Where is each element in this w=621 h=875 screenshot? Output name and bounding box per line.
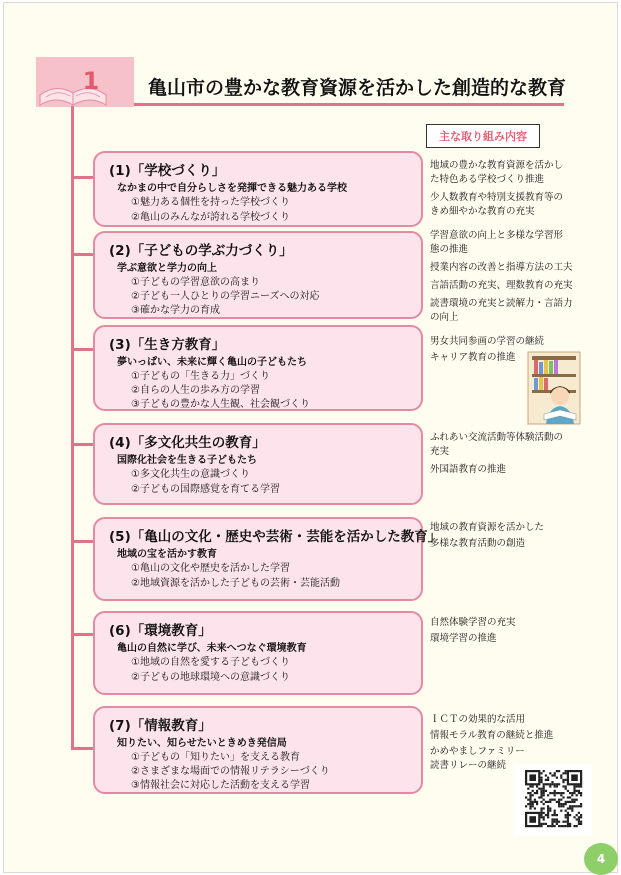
header-underline <box>134 103 564 106</box>
branch-line <box>71 540 93 543</box>
section-notes-2: 学習意欲の向上と多様な学習形 態の推進 授業内容の改善と指導方法の工夫 言語活動の充実、理数教育の充実 読書環境の充実と読解力・言語力 の向上 <box>430 230 573 323</box>
page-title: 亀山市の豊かな教育資源を活かした創造的な教育 <box>148 77 567 99</box>
section-item: ②子どもの国際感覚を育てる学習 <box>131 484 280 495</box>
branch-line <box>71 443 93 446</box>
section-notes-7: ＩＣＴの効果的な活用 情報モラル教育の継続と推進 かめやましファミリー 読書リレーの継続 <box>430 714 554 771</box>
section-title: (6)「環境教育」 <box>109 623 212 639</box>
section-item: ③情報社会に対応した活動を支える学習 <box>131 780 310 791</box>
section-subtitle: 夢いっぱい、未来に輝く亀山の子どもたち <box>117 357 307 368</box>
section-item: ①子どもの「知りたい」を支える教育 <box>131 752 300 763</box>
legend-main-initiatives: 主な取り組み内容 <box>426 124 540 148</box>
page <box>3 2 618 873</box>
section-item: ②地域資源を活かした子どもの芸術・芸能活動 <box>131 578 340 589</box>
section-item: ①多文化共生の意識づくり <box>131 469 250 480</box>
section-card-5 <box>93 517 442 601</box>
reading-student-illustration <box>526 350 582 426</box>
section-notes-1: 地域の豊かな教育資源を活かし た特色ある学校づくり推進 少人数教育や特別支援教育等の きめ細やかな教育の充実 <box>430 160 564 217</box>
section-card-7 <box>93 706 423 794</box>
section-item: ③子どもの豊かな人生観、社会観づくり <box>131 399 310 410</box>
section-item: ②子どもの地球環境への意識づくり <box>131 672 290 683</box>
section-subtitle: 国際化社会を生きる子どもたち <box>117 455 257 466</box>
section-card-1 <box>93 151 423 227</box>
page-number-badge: 4 <box>584 843 618 875</box>
section-notes-3: 男女共同参画の学習の継続 キャリア教育の推進 <box>430 336 545 363</box>
section-notes-6: 自然体験学習の充実 環境学習の推進 <box>430 617 516 644</box>
section-subtitle: 亀山の自然に学び、未来へつなぐ環境教育 <box>117 643 307 654</box>
section-subtitle: 地域の宝を活かす教育 <box>117 549 217 560</box>
branch-line <box>71 633 93 636</box>
section-item: ②さまざまな場面での情報リテラシーづくり <box>131 766 330 777</box>
section-title: (5)「亀山の文化・歴史や芸術・芸能を活かした教育」 <box>109 529 442 545</box>
section-subtitle: なかまの中で自分らしさを発揮できる魅力ある学校 <box>117 183 347 194</box>
branch-line <box>71 348 93 351</box>
section-title: (1)「学校づくり」 <box>109 163 226 179</box>
tree-spine <box>71 106 74 748</box>
section-item: ①亀山の文化や歴史を活かした学習 <box>131 563 290 574</box>
section-title: (3)「生き方教育」 <box>109 337 226 353</box>
section-item: ③確かな学力の育成 <box>131 305 220 316</box>
branch-line <box>71 176 93 179</box>
section-card-3 <box>93 325 423 411</box>
section-notes-5: 地域の教育資源を活かした 多様な教育活動の創造 <box>430 522 545 549</box>
section-subtitle: 学ぶ意欲と学力の向上 <box>117 263 217 274</box>
section-item: ①子どもの学習意欲の高まり <box>131 277 260 288</box>
branch-line <box>71 747 93 750</box>
qr-code-icon[interactable] <box>514 764 592 836</box>
section-item: ①地域の自然を愛する子どもづくり <box>131 657 290 668</box>
section-title: (4)「多文化共生の教育」 <box>109 435 266 451</box>
branch-line <box>71 253 93 256</box>
section-item: ②自らの人生の歩み方の学習 <box>131 385 260 396</box>
section-notes-4: ふれあい交流活動等体験活動の 充実 外国語教育の推進 <box>430 432 564 475</box>
section-item: ①魅力ある個性を持った学校づくり <box>131 197 290 208</box>
section-subtitle: 知りたい、知らせたいときめき発信局 <box>117 738 287 749</box>
section-item: ①子どもの「生きる力」づくり <box>131 371 270 382</box>
section-card-6 <box>93 611 423 695</box>
section-item: ②子ども一人ひとりの学習ニーズへの対応 <box>131 291 320 302</box>
section-card-2 <box>93 231 423 319</box>
section-item: ②亀山のみんなが誇れる学校づくり <box>131 212 290 223</box>
section-number: 1 <box>82 67 100 95</box>
section-title: (2)「子どもの学ぶ力づくり」 <box>109 243 293 259</box>
section-title: (7)「情報教育」 <box>109 718 212 734</box>
section-card-4 <box>93 423 423 505</box>
